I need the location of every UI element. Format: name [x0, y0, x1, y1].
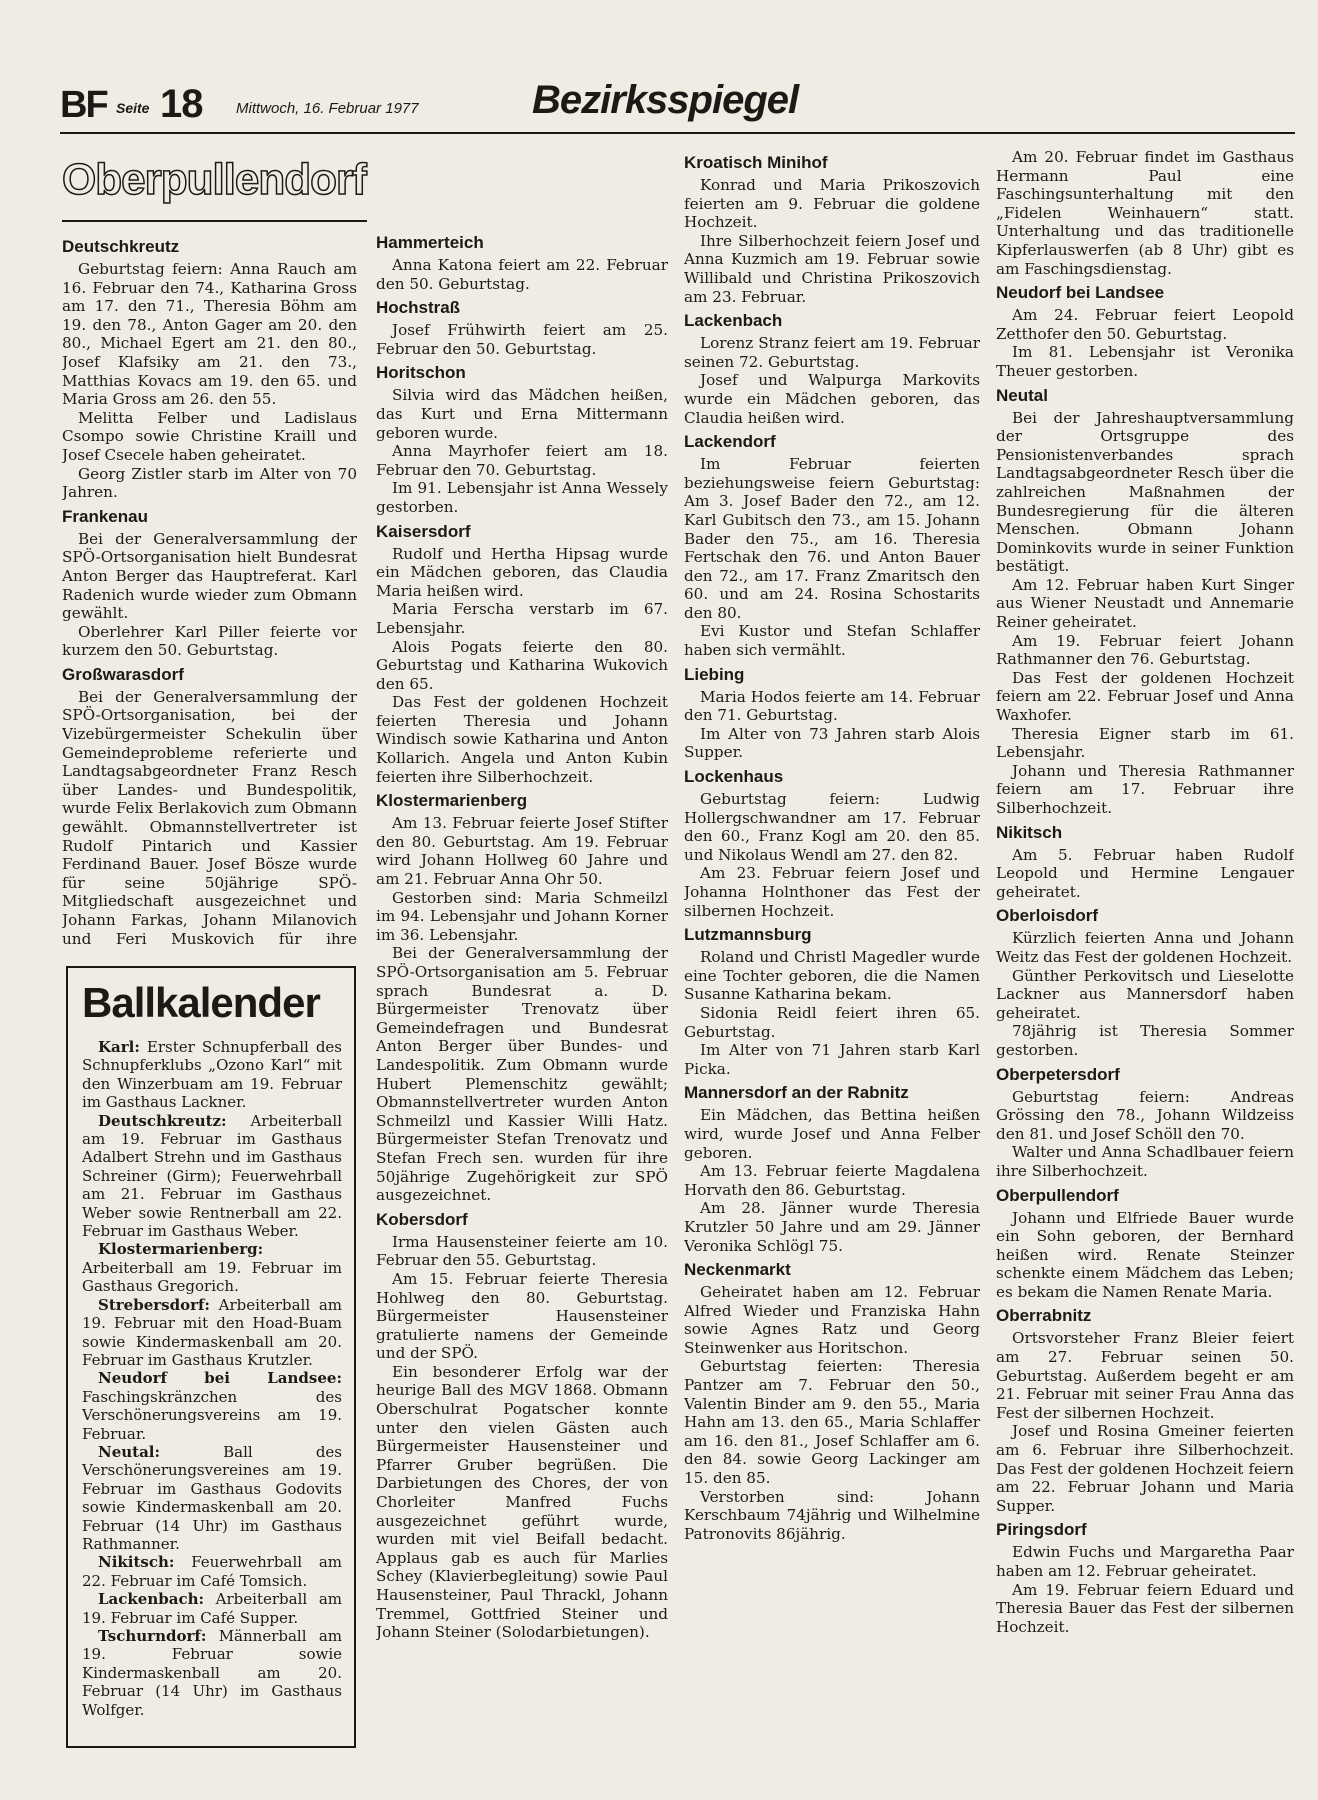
place-heading: Kobersdorf [376, 1209, 468, 1229]
news-paragraph: Am 13. Februar feierte Magdalena Horvath den 86. Geburtstag. [684, 1162, 980, 1199]
news-paragraph: Am 23. Februar feiern Josef und Johanna Holnthoner das Fest der silbernen Hochzeit. [684, 864, 980, 920]
news-paragraph: Am 15. Februar feierte Theresia Hohlweg den 80. Geburtstag. Bürgermeister Hausensteiner gratulierte namens der Gemeinde und der SPÖ. [376, 1269, 668, 1363]
news-paragraph: Im Alter von 71 Jahren starb Karl Picka. [684, 1041, 980, 1078]
ball-place: Karl: [98, 1038, 140, 1056]
place-heading: Horitschon [376, 363, 466, 383]
ball-text: Faschingskränzchen des Verschönerungsvereins am 19. Februar. [82, 1387, 342, 1443]
news-paragraph: Das Fest der goldenen Hochzeit feierten Theresia und Johann Windisch sowie Katharina und Anton Kollarich. Angela und Anton Kubin feierten ihre Silberhochzeit. [376, 693, 668, 786]
news-paragraph: Am 24. Februar feiert Leopold Zetthofer den 50. Geburtstag. [996, 306, 1294, 343]
news-paragraph: Gestorben sind: Maria Schmeilzl im 94. Lebensjahr und Johann Korner im 36. Lebensjahr. [376, 888, 668, 944]
ballkalender-title: Ballkalender [82, 979, 320, 1026]
news-paragraph: Geburtstag feiern: Andreas Grössing den 78., Johann Wildzeiss den 81. und Josef Schöll den 70. [996, 1087, 1294, 1143]
news-paragraph: Johann und Elfriede Bauer wurde ein Sohn geboren, der Bernhard heißen wird. Renate Steinzer schenkte einem Mädchem das Leben; es bekam die Namen Renate Maria. [996, 1208, 1294, 1301]
ball-place: Neudorf bei Landsee: [98, 1369, 342, 1388]
place-heading: Nikitsch [996, 822, 1063, 842]
place-heading: Neudorf bei Landsee [996, 283, 1165, 303]
news-paragraph: Georg Zistler starb im Alter von 70 Jahren. [62, 464, 357, 502]
article-column-4 [996, 148, 1294, 1748]
news-paragraph: Alois Pogats feierte den 80. Geburtstag und Katharina Wukovich den 65. [376, 637, 668, 693]
ball-entry [82, 1590, 342, 1627]
news-paragraph: Irma Hausensteiner feierte am 10. Februar den 55. Geburtstag. [376, 1232, 668, 1270]
ball-entry [82, 1038, 342, 1112]
ball-text: Männerball am 19. Februar sowie Kindermaskenball am 20. Februar (14 Uhr) im Gasthaus Wolfger. [82, 1627, 342, 1719]
news-paragraph: Lorenz Stranz feiert am 19. Februar seinen 72. Geburtstag. [684, 334, 980, 371]
ballkalender-box [66, 966, 356, 1748]
place-heading: Oberpetersdorf [996, 1064, 1120, 1084]
place-heading: Liebing [684, 664, 745, 684]
article-column-3 [684, 148, 980, 1748]
news-paragraph: Ortsvorsteher Franz Bleier feiert am 27. Februar seinen 50. Geburtstag. Außerdem begeht er am 21. Februar mit seiner Frau Anna das Fest der silbernen Hochzeit. [996, 1329, 1294, 1422]
place-heading: Neutal [996, 385, 1048, 405]
article-column-2 [376, 228, 668, 1748]
place-heading: Frankenau [62, 506, 148, 526]
news-paragraph: Johann und Theresia Rathmanner feiern am 17. Februar ihre Silberhochzeit. [996, 761, 1294, 817]
place-heading: Deutschkreutz [62, 237, 180, 256]
news-paragraph: Josef Frühwirth feiert am 25. Februar den 50. Geburtstag. [376, 321, 668, 358]
news-paragraph: Geheiratet haben am 12. Februar Alfred Wieder und Franziska Hahn sowie Agnes Ratz und Georg Steinwenker aus Horitschon. [684, 1283, 980, 1357]
news-paragraph: Ihre Silberhochzeit feiern Josef und Anna Kuzmich am 19. Februar sowie Willibald und Christina Prikoszovich am 23. Februar. [684, 231, 980, 306]
place-heading: Lackenbach [684, 311, 783, 331]
news-paragraph: Geburtstag feierten: Theresia Pantzer am 7. Februar den 50., Valentin Binder am 9. den 55., Maria Hahn am 13. den 65., Maria Schlaffer am 16. den 81., Josef Schlaffer am 6. den 84. sowie Georg Lackinger am 15. den 85. [684, 1357, 980, 1488]
news-paragraph: Bei der Jahreshauptversammlung der Ortsgruppe des Pensionistenverbandes sprach Landtagsabgeordneter Resch über die zahlreichen Maßnahmen der Bundesregierung für die älteren Menschen. Obmann Johann Dominkovits wurde in seiner Funktion bestätigt. [996, 408, 1294, 576]
news-paragraph: Im 81. Lebensjahr ist Veronika Theuer gestorben. [996, 343, 1294, 380]
news-paragraph: Kürzlich feierten Anna und Johann Weitz das Fest der goldenen Hochzeit. [996, 929, 1294, 966]
news-paragraph: Bei der Generalversammlung der SPÖ-Ortsorganisation am 5. Februar sprach Bundesrat a. D. Bürgermeister Trenovatz über Gemeindefragen und Bundesrat Anton Berger über Bundes- und Landespolitik. Zum Obmann wurde Hubert Plemenschitz gewählt; Obmannstellvertreter wurden Anton Schmeilzl und Kassier Willi Hatz. Bürgermeister Stefan Trenovatz und Stefan Frech sen. wurden für ihre 50jährige Zugehörigkeit zur SPÖ ausgezeichnet. [376, 944, 668, 1205]
news-paragraph: Ein besonderer Erfolg war der heurige Ball des MGV 1868. Obmann Oberschulrat Pogatscher konnte unter den vielen Gästen auch Bürgermeister Hausensteiner und Pfarrer Gruber begrüßen. Die Darbietungen des Chores, der von Chorleiter Manfred Fuchs ausgezeichnet geführt wurde, wurden mit viel Beifall bedacht. Applaus gab es auch für Marlies Schey (Klavierbegleitung) sowie Paul Hausensteiner, Paul Thrackl, Johann Tremmel, Gottfried Steiner und Johann Steiner (Solodarbietungen). [376, 1362, 668, 1642]
ball-entry [82, 1443, 342, 1553]
news-paragraph: Das Fest der goldenen Hochzeit feiern am 22. Februar Josef und Anna Waxhofer. [996, 668, 1294, 725]
ball-entry [82, 1369, 342, 1443]
news-paragraph: Bei der Generalversammlung der SPÖ-Ortsorganisation hielt Bundesrat Anton Berger das Hauptreferat. Karl Radenich wurde wieder zum Obmann gewählt. [62, 529, 357, 623]
ball-text: Arbeiterball am 19. Februar im Gasthaus Gregorich. [82, 1258, 342, 1296]
news-paragraph: Maria Ferscha verstarb im 67. Lebensjahr. [376, 600, 668, 637]
news-paragraph: Oberlehrer Karl Piller feierte vor kurzem den 50. Geburtstag. [62, 622, 357, 660]
news-paragraph: Theresia Eigner starb im 61. Lebensjahr. [996, 724, 1294, 762]
place-heading: Hochstraß [376, 298, 461, 318]
news-paragraph: Am 28. Jänner wurde Theresia Krutzler 50 Jahre und am 29. Jänner Veronika Schlögl 75. [684, 1199, 980, 1255]
ball-entry [82, 1112, 342, 1241]
ball-place: Strebersdorf: [98, 1295, 210, 1314]
news-paragraph: Edwin Fuchs und Margaretha Paar haben am 12. Februar geheiratet. [996, 1543, 1294, 1580]
ball-place: Klostermarienberg: [98, 1240, 264, 1259]
news-paragraph: Silvia wird das Mädchen heißen, das Kurt und Erna Mittermann geboren wurde. [376, 386, 668, 442]
news-paragraph: Josef und Rosina Gmeiner feierten am 6. Februar ihre Silberhochzeit. Das Fest der goldenen Hochzeit feiern am 22. Februar Johann und Maria Supper. [996, 1422, 1294, 1515]
ball-entry [82, 1627, 342, 1719]
news-paragraph: Maria Hodos feierte am 14. Februar den 71. Geburtstag. [684, 687, 980, 725]
news-paragraph: Am 19. Februar feiern Eduard und Theresia Bauer das Fest der silbernen Hochzeit. [996, 1580, 1294, 1636]
news-paragraph: Geburtstag feiern: Anna Rauch am 16. Februar den 74., Katharina Gross am 17. den 71., Theresia Böhm am 19. den 78., Anton Gager am 20. den 80., Michael Egert am 21. den 80., Josef Klafsiky am 21. den 73., Matthias Kovacs am 19. den 65. und Maria Gross am 26. den 55. [62, 260, 357, 409]
place-heading: Klostermarienberg [376, 791, 528, 811]
ball-place: Lackenbach: [98, 1590, 205, 1609]
region-title: Oberpullendorf [62, 155, 366, 204]
news-paragraph: Walter und Anna Schadlbauer feiern ihre Silberhochzeit. [996, 1143, 1294, 1180]
ball-place: Deutschkreutz: [98, 1111, 227, 1130]
news-paragraph: Am 20. Februar findet im Gasthaus Hermann Paul eine Faschingsunterhaltung mit den „Fidelen Weinhauern“ statt. Unterhaltung und das traditionelle Kipferlauswerfen (ab 8 Uhr) gibt es am Faschingsdienstag. [996, 148, 1294, 278]
place-heading: Lackendorf [684, 432, 776, 452]
ball-text: Feuerwehrball am 22. Februar im Café Tomsich. [82, 1553, 342, 1590]
news-paragraph: Roland und Christl Magedler wurde eine Tochter geboren, die die Namen Susanne Katharina bekam. [684, 948, 980, 1004]
news-paragraph: Sidonia Reidl feiert ihren 65. Geburtstag. [684, 1003, 980, 1041]
news-paragraph: Am 5. Februar haben Rudolf Leopold und Hermine Lengauer geheiratet. [996, 845, 1294, 901]
region-header [62, 150, 367, 222]
place-heading: Mannersdorf an der Rabnitz [684, 1083, 909, 1103]
place-heading: Lockenhaus [684, 767, 784, 787]
place-heading: Oberloisdorf [996, 906, 1099, 926]
news-paragraph: Anna Mayrhofer feiert am 18. Februar den 70. Geburtstag. [376, 442, 668, 479]
news-paragraph: Verstorben sind: Johann Kerschbaum 74jährig und Wilhelmine Patronovits 86jährig. [684, 1487, 980, 1543]
ball-entry [82, 1240, 342, 1295]
news-paragraph: Im Alter von 73 Jahren starb Alois Supper. [684, 724, 980, 762]
news-paragraph: Anna Katona feiert am 22. Februar den 50. Geburtstag. [376, 256, 668, 293]
place-heading: Oberrabnitz [996, 1306, 1092, 1326]
ball-text: Arbeiterball am 19. Februar im Gasthaus Adalbert Strehn und im Gasthaus Schreiner (Girm); Feuerwehrball am 21. Februar im Gasthaus Weber sowie Rentnerball am 22. Februar im Gasthaus Weber. [82, 1111, 342, 1241]
page-number: 18 [160, 82, 203, 126]
news-paragraph: Im Februar feierten beziehungsweise feiern Geburtstag: Am 3. Josef Bader den 72., am 12. Karl Gubitsch den 73., am 15. Johann Bader den 75., am 16. Theresia Fertschak den 76. und Anton Bauer den 72., am 17. Franz Zmaritsch den 60. und am 24. Rosina Schostarits den 80. [684, 455, 980, 622]
place-heading: Neckenmarkt [684, 1260, 791, 1280]
ball-text: Arbeiterball am 19. Februar im Café Supper. [82, 1590, 342, 1627]
masthead [60, 76, 1295, 134]
ball-entry [82, 1296, 342, 1370]
masthead-logo: BF [60, 84, 107, 126]
place-heading: Kroatisch Minihof [684, 153, 828, 172]
news-paragraph: Ein Mädchen, das Bettina heißen wird, wurde Josef und Anna Felber geboren. [684, 1106, 980, 1162]
news-paragraph: Evi Kustor und Stefan Schlaffer haben sich vermählt. [684, 622, 980, 660]
ballkalender-list [82, 1038, 342, 1719]
news-paragraph: Rudolf und Hertha Hipsag wurde ein Mädchen geboren, das Claudia Maria heißen wird. [376, 544, 668, 600]
place-heading: Kaisersdorf [376, 521, 471, 541]
place-heading: Piringsdorf [996, 1520, 1087, 1540]
page-label: Seite [116, 100, 150, 116]
news-paragraph: Am 19. Februar feiert Johann Rathmanner den 76. Geburtstag. [996, 631, 1294, 669]
news-paragraph: 78jährig ist Theresia Sommer gestorben. [996, 1022, 1294, 1059]
issue-date: Mittwoch, 16. Februar 1977 [236, 100, 419, 117]
news-paragraph: Bei der Generalversammlung der SPÖ-Ortsorganisation, bei der Vizebürgermeister Schekulin über Gemeindeprobleme referierte und Landtagsabgeordneter Franz Resch über Landes- und Bundespolitik, wurde Felix Berlakovich zum Obmann gewählt. Obmannstellvertreter ist Rudolf Pintarich und Kassier Ferdinand Bauer. Josef Bösze wurde für seine 50jährige SPÖ-Mitgliedschaft ausgezeichnet und Johann Farkas, Johann Milanovich und Feri Muskovich für ihre [62, 687, 357, 948]
place-heading: Hammerteich [376, 233, 484, 252]
news-paragraph: Josef und Walpurga Markovits wurde ein Mädchen geboren, das Claudia heißen wird. [684, 371, 980, 427]
ball-place: Nikitsch: [98, 1553, 175, 1572]
ball-entry [82, 1553, 342, 1590]
place-heading: Oberpullendorf [996, 1185, 1119, 1205]
place-heading: Großwarasdorf [62, 664, 184, 684]
ball-place: Tschurndorf: [98, 1627, 207, 1645]
news-paragraph: Konrad und Maria Prikoszovich feierten am 9. Februar die goldene Hochzeit. [684, 176, 980, 232]
news-paragraph: Im 91. Lebensjahr ist Anna Wessely gestorben. [376, 479, 668, 516]
news-paragraph: Melitta Felber und Ladislaus Csompo sowie Christine Kraill und Josef Csecele haben geheiratet. [62, 408, 357, 464]
section-title: Bezirksspiegel [532, 78, 799, 122]
news-paragraph: Am 13. Februar feierte Josef Stifter den 80. Geburtstag. Am 19. Februar wird Johann Hollweg 60 Jahre und am 21. Februar Anna Ohr 50. [376, 814, 668, 889]
ball-text: Arbeiterball am 19. Februar mit den Hoad-Buam sowie Kindermaskenball am 20. Februar im Gasthaus Krutzler. [82, 1295, 342, 1369]
ball-text: Ball des Verschönerungsvereines am 19. Februar im Gasthaus Godovits sowie Kindermaskenball am 20. Februar (14 Uhr) im Gasthaus Rathmanner. [82, 1442, 342, 1553]
news-paragraph: Am 12. Februar haben Kurt Singer aus Wiener Neustadt und Annemarie Reiner geheiratet. [996, 575, 1294, 632]
news-paragraph: Geburtstag feiern: Ludwig Hollergschwandner am 17. Februar den 60., Franz Kogl am 20. den 85. und Nikolaus Wendl am 27. den 82. [684, 790, 980, 864]
ball-place: Neutal: [98, 1442, 161, 1461]
ball-text: Erster Schnupferball des Schnupferklubs „Ozono Karl“ mit den Winzerbuam am 19. Februar im Gasthaus Lackner. [82, 1038, 342, 1112]
news-paragraph: Günther Perkovitsch und Lieselotte Lackner aus Mannersdorf haben geheiratet. [996, 966, 1294, 1022]
article-column-1 [62, 232, 357, 950]
place-heading: Lutzmannsburg [684, 925, 812, 945]
